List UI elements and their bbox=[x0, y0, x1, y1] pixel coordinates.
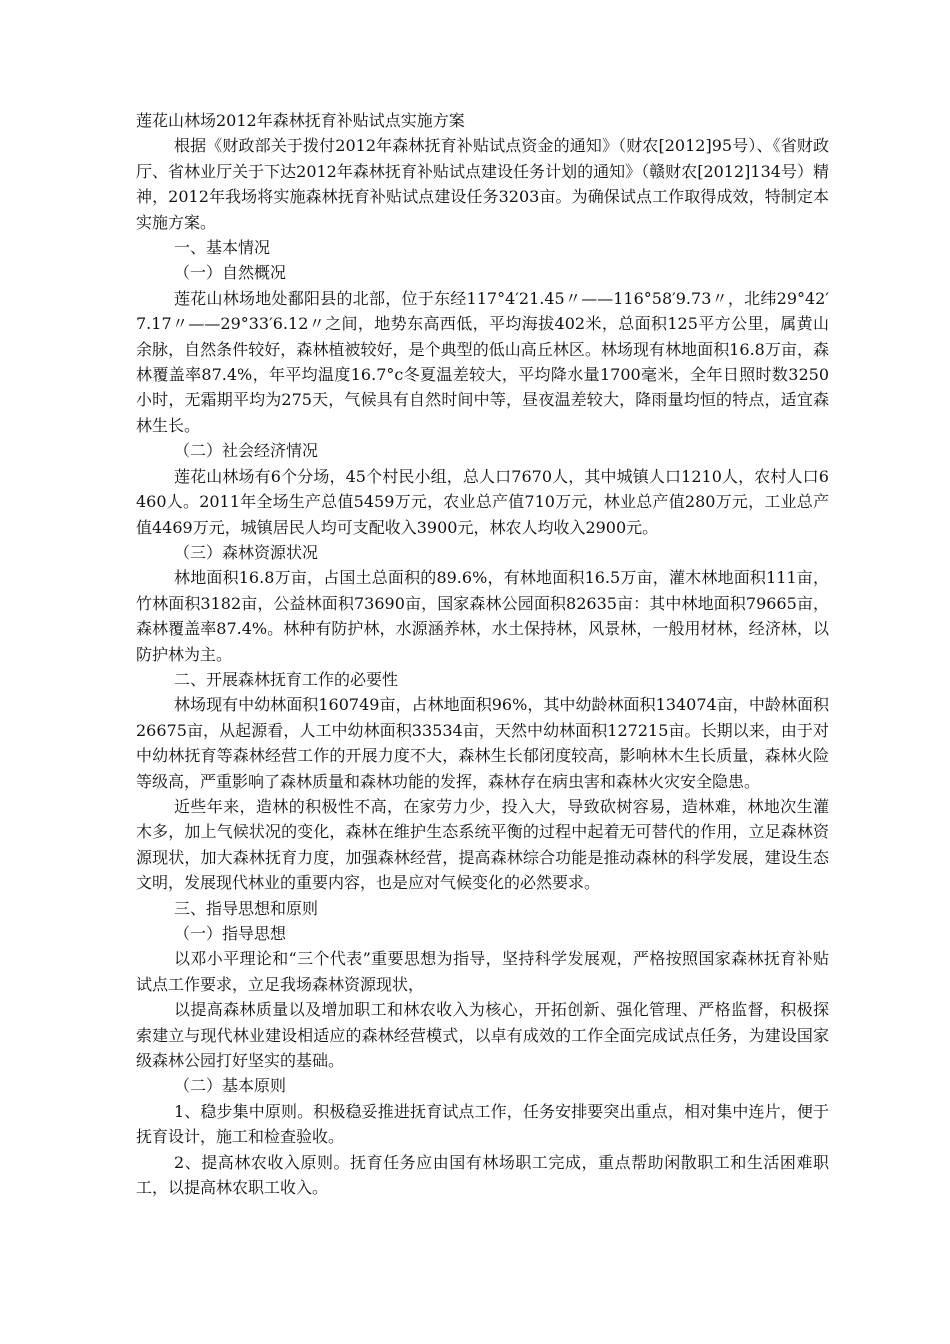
section-heading: 二、开展森林抚育工作的必要性 bbox=[174, 669, 399, 689]
subsection-heading: （二）基本原则 bbox=[174, 1076, 287, 1096]
subsection-heading: （一）自然概况 bbox=[174, 263, 287, 283]
paragraph: 莲花山林场有6个分场，45个村民小组，总人口7670人，其中城镇人口1210人，农村人口6460人。2011年全场生产总值5459万元，农业总产值710万元，林业总产值280万元，工业总产值4469万元，城镇居民人均可支配收入3900元，林农人均收入2900元。 bbox=[136, 466, 829, 537]
paragraph: 林场现有中幼林面积160749亩，占林地面积96%，其中幼龄林面积134074亩，中龄林面积26675亩，从起源看，人工中幼林面积33534亩，天然中幼林面积127215亩。长期以来，由于对中幼林抚育等森林经营工作的开展力度不大，森林生长郁闭度较高，影响林木生长质量，森林火险等级高，严重影响了森林质量和森林功能的发挥，森林存在病虫害和森林火灾安全隐患。 bbox=[136, 695, 829, 791]
paragraph: 林地面积16.8万亩，占国土总面积的89.6%，有林地面积16.5万亩，灌木林地面积111亩，竹林面积3182亩，公益林面积73690亩，国家森林公园面积82635亩：其中林地面积79665亩，森林覆盖率87.4%。林种有防护林，水源涵养林，水土保持林，风景林，一般用材林，经济林，以防护林为主。 bbox=[136, 568, 829, 664]
paragraph: 以邓小平理论和“三个代表”重要思想为指导，坚持科学发展观，严格按照国家森林抚育补贴试点工作要求，立足我场森林资源现状， bbox=[136, 949, 829, 994]
paragraph: 根据《财政部关于拨付2012年森林抚育补贴试点资金的通知》（财农[2012]95号）、《省财政厅、省林业厅关于下达2012年森林抚育补贴试点建设任务计划的通知》（赣财农[2012]134号）精神，2012年我场将实施森林抚育补贴试点建设任务3203亩。为确保试点工作取得成效，特制定本实施方案。 bbox=[136, 136, 829, 232]
section-heading: 三、指导思想和原则 bbox=[174, 898, 319, 918]
paragraph: 近些年来，造林的积极性不高，在家劳力少，投入大，导致砍树容易，造林难，林地次生灌木多，加上气候状况的变化，森林在维护生态系统平衡的过程中起着无可替代的作用，立足森林资源现状，加大森林抚育力度，加强森林经营，提高森林综合功能是推动森林的科学发展，建设生态文明，发展现代林业的重要内容，也是应对气候变化的必然要求。 bbox=[136, 796, 829, 893]
paragraph: 以提高森林质量以及增加职工和林农收入为核心，开拓创新、强化管理、严格监督，积极探索建立与现代林业建设相适应的森林经营模式，以卓有成效的工作全面完成试点任务，为建设国家级森林公园打好坚实的基础。 bbox=[136, 1000, 829, 1071]
subsection-heading: （二）社会经济情况 bbox=[174, 441, 319, 461]
subsection-heading: （三）森林资源状况 bbox=[174, 542, 319, 562]
document-page bbox=[136, 108, 829, 1200]
paragraph: 莲花山林场地处鄱阳县的北部，位于东经117°4′21.45〃——116°58′9.73〃，北纬29°42′7.17〃——29°33′6.12〃之间，地势东高西低，平均海拔402米，总面积125平方公里，属黄山余脉，自然条件较好，森林植被较好，是个典型的低山高丘林区。林场现有林地面积16.8万亩，森林覆盖率87.4%，年平均温度16.7°c冬夏温差较大，平均降水量1700毫米，全年日照时数3250小时，无霜期平均为275天，气候具有自然时间中等，昼夜温差较大，降雨量均恒的特点，适宜森林生长。 bbox=[136, 288, 829, 435]
subsection-heading: （一）指导思想 bbox=[174, 924, 287, 943]
paragraph: 1、稳步集中原则。积极稳妥推进抚育试点工作，任务安排要突出重点，相对集中连片，便于抚育设计，施工和检查验收。 bbox=[136, 1101, 829, 1147]
section-heading: 一、基本情况 bbox=[174, 238, 271, 258]
document-title: 莲花山林场2012年森林抚育补贴试点实施方案 bbox=[136, 111, 465, 130]
paragraph: 2、提高林农收入原则。抚育任务应由国有林场职工完成，重点帮助闲散职工和生活困难职工，以提高林农职工收入。 bbox=[136, 1152, 829, 1198]
